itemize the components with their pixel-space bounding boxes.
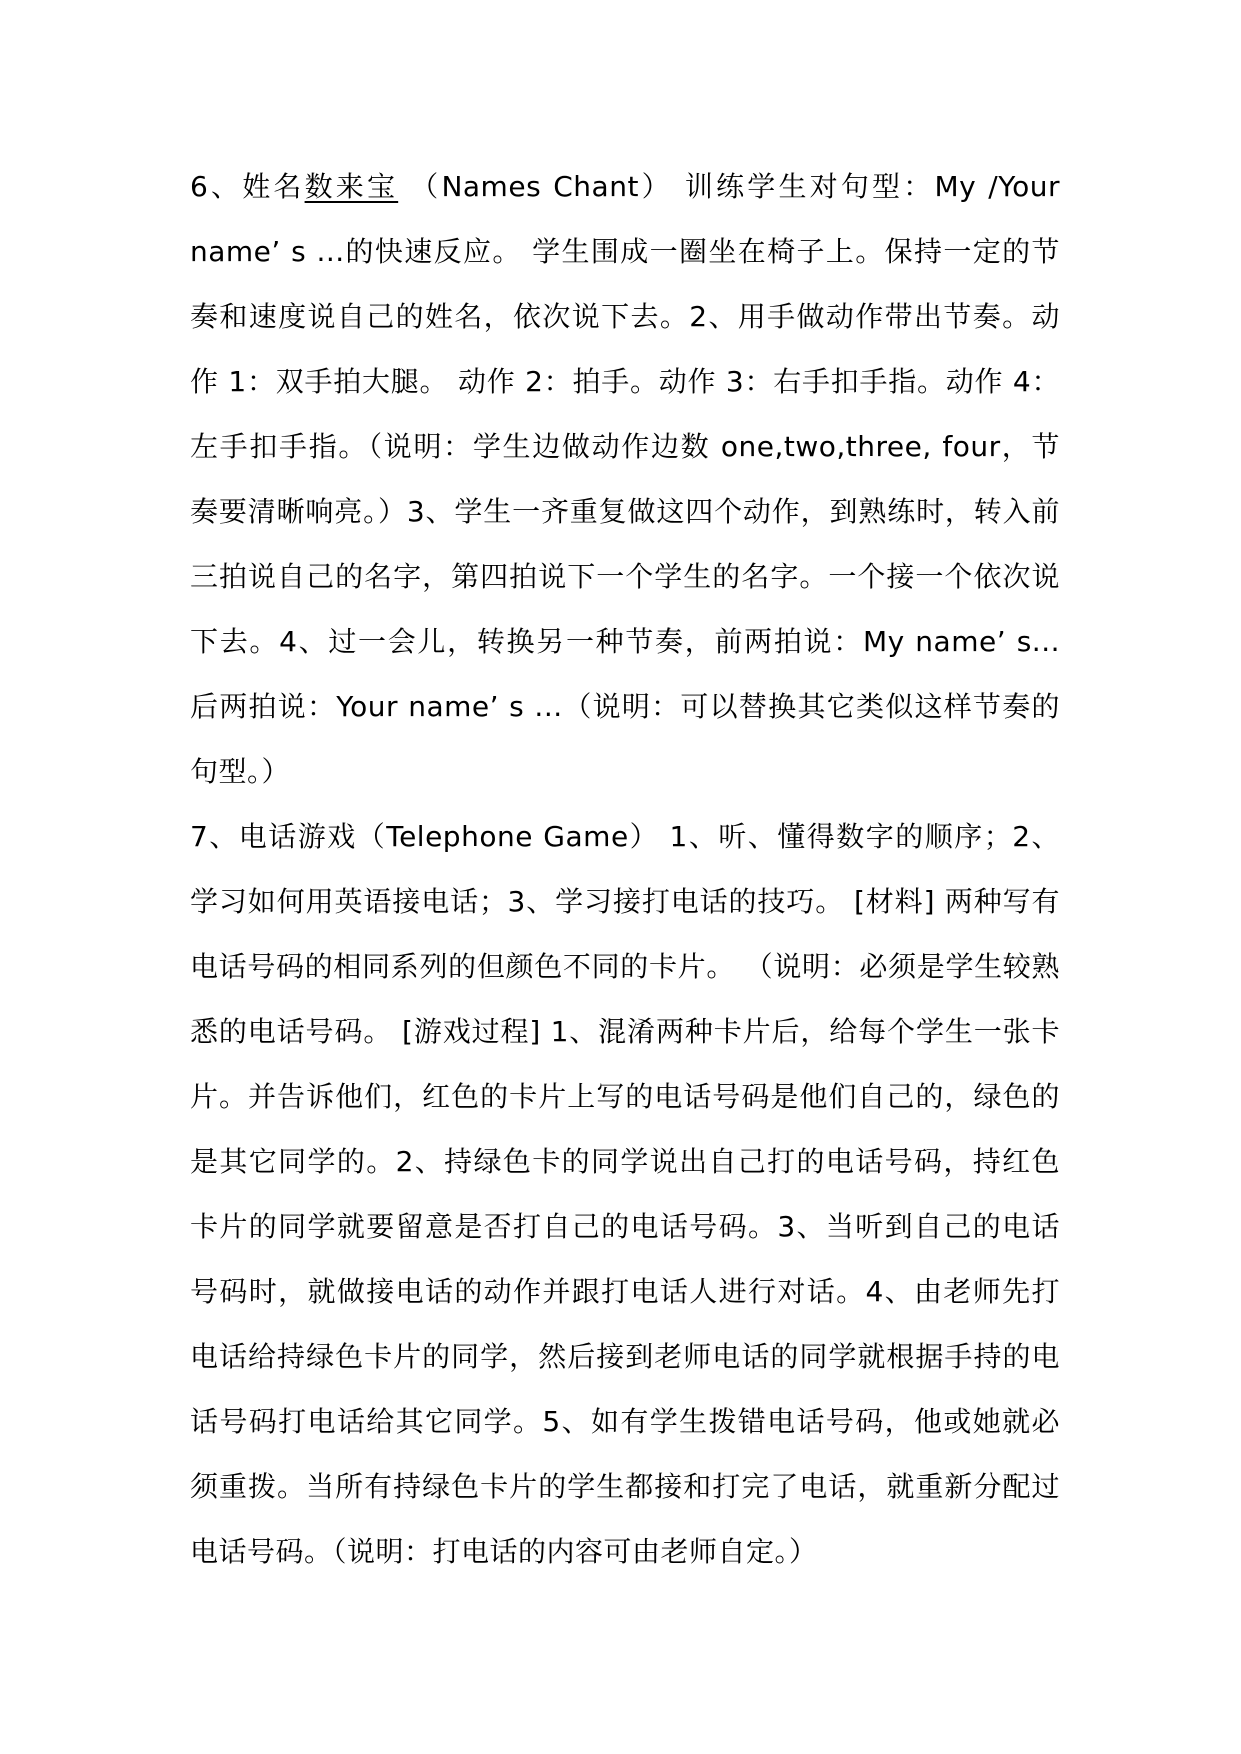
document-body xyxy=(190,154,1060,1584)
paragraph-6-body: （Names Chant） 训练学生对句型：My /Your name’ s ...的快速反应。 学生围成一圈坐在椅子上。保持一定的节奏和速度说自己的姓名，依次说下去。2、用手做动作带出节奏。动作 1：双手拍大腿。 动作 2：拍手。动作 3：右手扣手指。动作 4：左手扣手指。（说明：学生边做动作边数 one,two,three, four，节奏要清晰响亮。）3、学生一齐重复做这四个动作，到熟练时，转入前三拍说自己的名字，第四拍说下一个学生的名字。一个接一个依次说下去。4、过一会儿，转换另一种节奏，前两拍说：My name’ s... 后两拍说：Your name’ s ...（说明：可以替换其它类似这样节奏的句型。） xyxy=(190,170,1060,788)
paragraph-6-underlined-term: 数来宝 xyxy=(304,170,399,203)
paragraph-telephone-game xyxy=(190,804,1060,1584)
paragraph-names-chant xyxy=(190,154,1060,804)
paragraph-7-body: 7、电话游戏（Telephone Game） 1、听、懂得数字的顺序；2、学习如何用英语接电话；3、学习接打电话的技巧。 [材料] 两种写有电话号码的相同系列的但颜色不同的卡片。 （说明：必须是学生较熟悉的电话号码。 [游戏过程] 1、混淆两种卡片后，给每个学生一张卡片。并告诉他们，红色的卡片上写的电话号码是他们自己的，绿色的是其它同学的。2、持绿色卡的同学说出自己打的电话号码，持红色卡片的同学就要留意是否打自己的电话号码。3、当听到自己的电话号码时，就做接电话的动作并跟打电话人进行对话。4、由老师先打电话给持绿色卡片的同学，然后接到老师电话的同学就根据手持的电话号码打电话给其它同学。5、如有学生拨错电话号码，他或她就必须重拨。当所有持绿色卡片的学生都接和打完了电话，就重新分配过电话号码。（说明：打电话的内容可由老师自定。） xyxy=(190,820,1060,1568)
paragraph-6-prefix: 6、姓名 xyxy=(190,170,305,203)
